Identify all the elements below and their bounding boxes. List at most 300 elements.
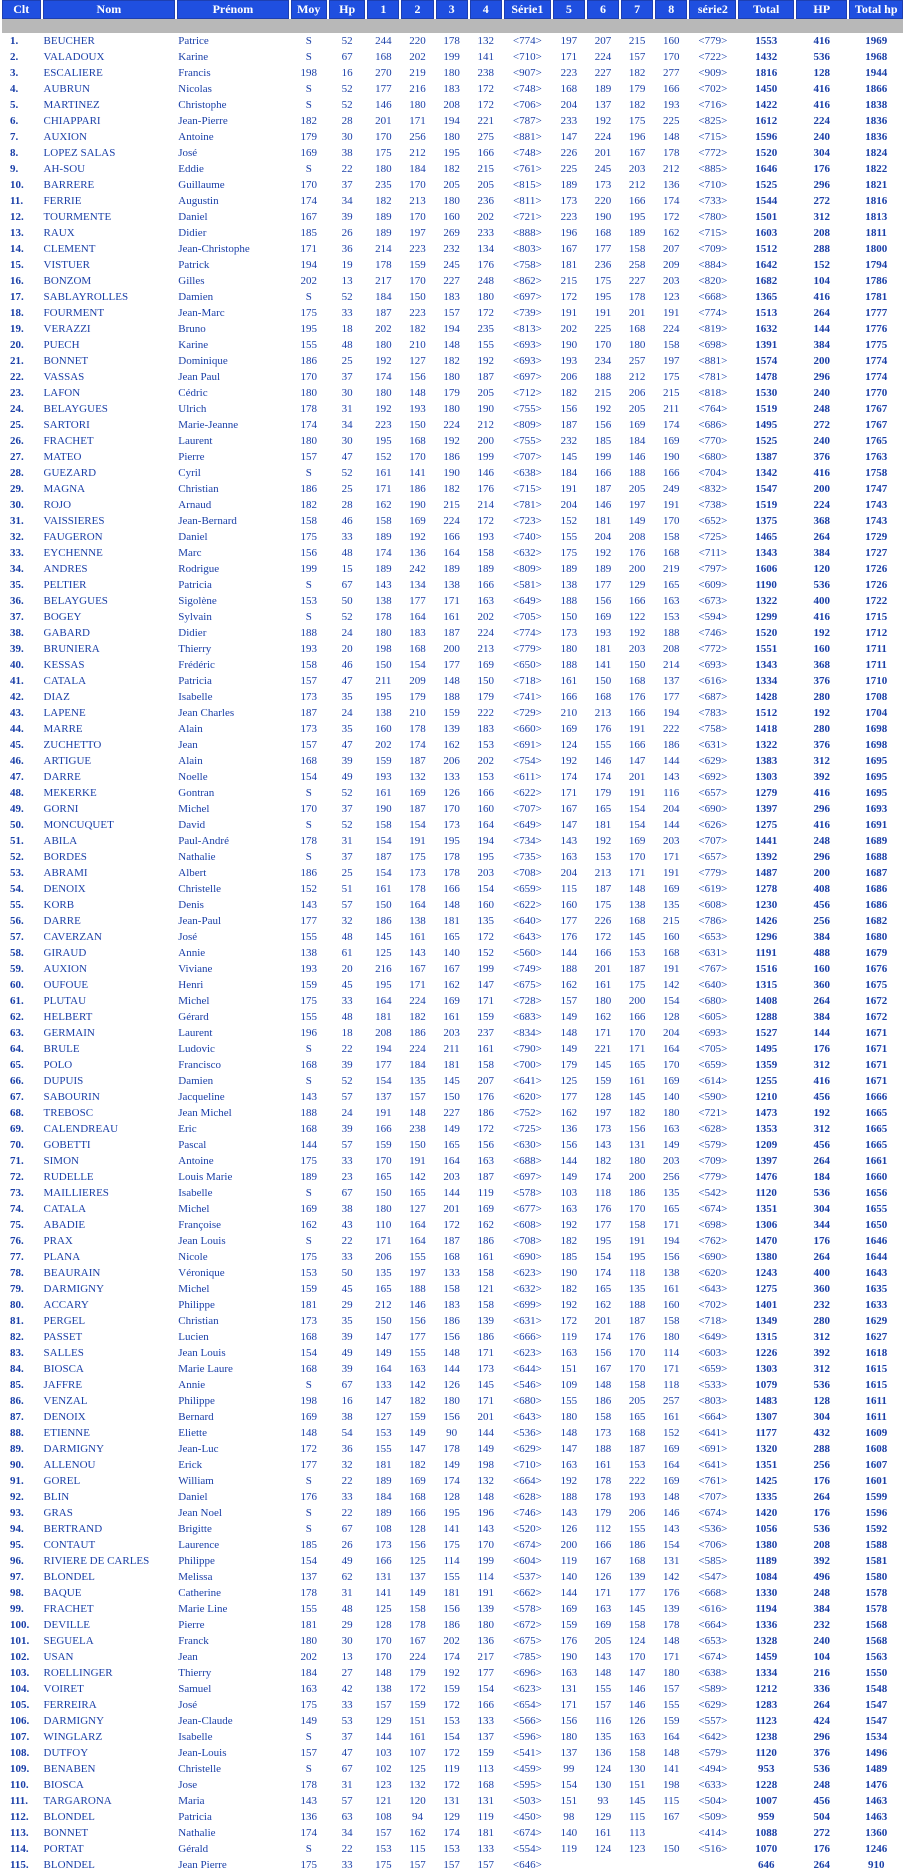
col-game-6-cell: 169: [594, 1619, 612, 1631]
col-game-4-cell: 119: [477, 1187, 494, 1199]
table-row: [2, 1009, 903, 1025]
col-game-7-cell: 215: [628, 35, 646, 47]
col-hp-cell: 256: [813, 915, 830, 927]
table-row: [2, 1393, 903, 1409]
col-game-4-cell: 172: [477, 1123, 494, 1135]
col-game-8-cell: 154: [663, 995, 680, 1007]
col-series-1-cell: <638>: [512, 467, 542, 479]
table-row: [2, 1185, 903, 1201]
col-series-2-cell: <722>: [698, 51, 728, 63]
col-game-7-cell: 180: [628, 1155, 646, 1167]
col-game-6-cell: 124: [594, 1843, 612, 1855]
col-game-8-cell: 257: [663, 1395, 680, 1407]
col-hp-cell: 424: [813, 1715, 830, 1727]
col-game-1-cell: 193: [375, 771, 392, 783]
col-game-8-cell: 174: [663, 419, 680, 431]
col-game-3-cell: 164: [443, 1155, 460, 1167]
col-game-5-cell: 167: [560, 803, 578, 815]
col-game-3-cell: 167: [443, 963, 460, 975]
col-game-5-cell: 131: [560, 1683, 578, 1695]
col-name-cell: ETIENNE: [43, 1427, 90, 1439]
col-game-6-cell: 135: [594, 1731, 612, 1743]
col-hp-cell: 176: [813, 1043, 830, 1055]
col-total-hp-cell: 1618: [865, 1347, 888, 1359]
col-game-5-cell: 171: [560, 51, 578, 63]
col-game-6-cell: 170: [594, 339, 612, 351]
col-avg-cell: 188: [300, 627, 317, 639]
col-rank-cell: 90.: [10, 1459, 24, 1471]
col-handicap-cell: 57: [341, 1795, 353, 1807]
col-game-2-cell: 147: [409, 1443, 426, 1455]
col-total-cell: 1212: [755, 1683, 778, 1695]
col-game-2-cell: 125: [409, 1555, 426, 1567]
col-firstname-cell: Eddie: [178, 163, 204, 175]
col-name-cell: DARMIGNY: [43, 1283, 105, 1295]
col-game-7-cell: 187: [628, 963, 646, 975]
col-game-5-cell: 225: [560, 163, 578, 175]
col-game-4-cell: 139: [477, 1315, 494, 1327]
col-series-1-cell: <715>: [512, 483, 542, 495]
col-rank-cell: 86.: [10, 1395, 24, 1407]
col-name-cell: FAUGERON: [43, 531, 103, 543]
col-game-7-cell: 168: [628, 915, 646, 927]
col-game-1-cell: 189: [375, 563, 392, 575]
col-game-3-cell: 160: [443, 211, 460, 223]
col-name-cell: BLONDEL: [43, 1571, 95, 1583]
col-rank-cell: 48.: [10, 787, 24, 799]
col-name-cell: GIRAUD: [43, 947, 87, 959]
col-game-4-cell: 215: [477, 163, 494, 175]
col-game-6-cell: 174: [594, 1267, 612, 1279]
col-series-1-cell: <632>: [512, 547, 542, 559]
col-handicap-cell: 37: [341, 179, 353, 191]
table-row: [2, 481, 903, 497]
col-game-5-cell: 215: [560, 275, 578, 287]
col-game-6-cell: 201: [594, 1315, 612, 1327]
col-total-hp-cell: 1547: [865, 1699, 888, 1711]
col-hp-cell: 288: [813, 1443, 830, 1455]
col-total-cell: 1228: [755, 1779, 778, 1791]
col-game-7-cell: 149: [628, 515, 646, 527]
col-game-5-cell: 143: [560, 835, 578, 847]
col-total-hp-cell: 1679: [865, 947, 888, 959]
col-rank-cell: 42.: [10, 691, 24, 703]
col-series-2-cell: <733>: [698, 195, 728, 207]
col-series-1-cell: <790>: [512, 1043, 542, 1055]
col-game-2-cell: 155: [409, 1347, 426, 1359]
col-game-5-cell: 163: [560, 851, 578, 863]
col-name-cell: BELAYGUES: [43, 595, 108, 607]
col-game-5-cell: 145: [560, 451, 578, 463]
col-hp-cell: 312: [813, 1123, 830, 1135]
col-rank-cell: 80.: [10, 1299, 24, 1311]
col-game-6-cell: 146: [594, 755, 612, 767]
col-game-2-cell: 219: [409, 67, 426, 79]
table-row: [2, 1537, 903, 1553]
col-handicap-cell: 67: [341, 1379, 353, 1391]
col-firstname-cell: Jean-Christophe: [178, 243, 250, 255]
col-series-1-cell: <748>: [512, 83, 542, 95]
table-row: [2, 1057, 903, 1073]
col-game-6-cell: 161: [594, 979, 612, 991]
col-total-hp-cell: 1568: [865, 1635, 888, 1647]
col-game-5-cell: 180: [560, 1411, 578, 1423]
col-game-2-cell: 120: [409, 1795, 426, 1807]
col-firstname-cell: Ulrich: [178, 403, 207, 415]
col-game-4-cell: 136: [477, 1635, 494, 1647]
col-game-2-cell: 168: [409, 435, 426, 447]
col-game-2-cell: 193: [409, 403, 426, 415]
col-game-4-cell: 190: [477, 403, 494, 415]
col-game-7-cell: 146: [628, 451, 646, 463]
col-game-7-cell: 154: [628, 819, 646, 831]
col-game-4-cell: 199: [477, 963, 494, 975]
col-series-1-cell: <675>: [512, 1635, 542, 1647]
col-total-cell: 1079: [755, 1379, 778, 1391]
col-game-2-cell: 173: [409, 867, 426, 879]
col-game-3-cell: 165: [443, 1139, 460, 1151]
col-game-4-cell: 186: [477, 1235, 494, 1247]
col-game-6-cell: 226: [594, 915, 612, 927]
col-game-7-cell: 168: [628, 675, 646, 687]
col-rank-cell: 115.: [10, 1859, 29, 1871]
col-series-1-cell: <811>: [513, 195, 542, 207]
col-total-hp-cell: 1671: [865, 1043, 888, 1055]
col-firstname-cell: Nicole: [178, 1251, 208, 1263]
col-game-3-cell: 133: [443, 1267, 460, 1279]
col-avg-cell: 144: [300, 1139, 317, 1151]
table-row: [2, 1377, 903, 1393]
col-game-6-cell: 166: [594, 1539, 612, 1551]
col-game-7-cell: 145: [628, 1795, 646, 1807]
col-game-1-cell: 170: [375, 1651, 392, 1663]
col-game-4-cell: 217: [477, 1651, 494, 1663]
col-total-cell: 1483: [755, 1395, 778, 1407]
col-total-hp-cell: 1599: [865, 1491, 888, 1503]
col-avg-cell: 181: [300, 1299, 317, 1311]
col-total-hp-cell: 1722: [865, 595, 888, 607]
col-firstname-cell: Francis: [178, 67, 211, 79]
col-total-hp-cell: 1774: [865, 355, 888, 367]
col-name-cell: CONTAUT: [43, 1539, 96, 1551]
col-avg-cell: 175: [300, 1859, 317, 1871]
col-avg-cell: S: [305, 851, 312, 863]
col-game-5-cell: 182: [560, 1235, 578, 1247]
col-game-5-cell: 182: [560, 387, 578, 399]
col-total-hp-cell: 1607: [865, 1459, 888, 1471]
col-avg-cell: 185: [300, 1539, 317, 1551]
col-name-cell: FERREIRA: [43, 1699, 97, 1711]
col-hp-cell: 240: [813, 387, 830, 399]
col-handicap-cell: 52: [341, 787, 353, 799]
col-game-2-cell: 142: [409, 1379, 426, 1391]
col-game-4-cell: 238: [477, 67, 494, 79]
col-avg-cell: 202: [300, 1651, 317, 1663]
col-game-7-cell: 166: [628, 707, 646, 719]
col-firstname-cell: Christelle: [178, 883, 222, 895]
col-game-5-cell: 223: [560, 211, 578, 223]
col-game-4-cell: 145: [477, 1379, 494, 1391]
col-game-6-cell: 204: [594, 531, 612, 543]
col-game-7-cell: 186: [628, 1187, 646, 1199]
col-game-6-cell: 174: [594, 1171, 612, 1183]
col-total-cell: 1422: [755, 99, 778, 111]
col-game-8-cell: 166: [663, 467, 680, 479]
col-game-3-cell: 200: [443, 643, 460, 655]
col-rank-cell: 8.: [10, 147, 19, 159]
col-hp-cell: 376: [813, 1747, 830, 1759]
col-rank-cell: 36.: [10, 595, 24, 607]
col-series-2-cell: <628>: [698, 1123, 728, 1135]
col-game-4-cell: 205: [477, 179, 494, 191]
col-game-7-cell: 166: [628, 195, 646, 207]
col-total-cell: 1408: [755, 995, 778, 1007]
col-avg-cell: 157: [300, 1747, 317, 1759]
col-game-5-cell: 109: [560, 1379, 578, 1391]
col-game-3-cell: 195: [443, 835, 460, 847]
col-series-2-cell: <707>: [698, 835, 728, 847]
table-row: [2, 977, 903, 993]
col-series-1-cell: <708>: [512, 1235, 542, 1247]
col-game-7-cell: 206: [628, 1507, 646, 1519]
col-game-8-cell: 159: [663, 1715, 680, 1727]
col-game-8-cell: 165: [663, 1203, 680, 1215]
col-series-1-cell: <881>: [512, 131, 542, 143]
col-game-1-cell: 189: [375, 211, 392, 223]
col-game-3-cell: 144: [443, 1363, 460, 1375]
col-name-cell: BELAYGUES: [43, 403, 108, 415]
col-game-3-cell: 180: [443, 67, 460, 79]
col-rank-cell: 29.: [10, 483, 24, 495]
col-rank-cell: 60.: [10, 979, 24, 991]
col-series-1-cell: <774>: [512, 627, 542, 639]
col-game-3-cell: 158: [443, 1283, 460, 1295]
col-total-cell: 1380: [755, 1251, 778, 1263]
col-firstname-cell: Louis Marie: [178, 1171, 233, 1183]
col-hp-cell: 248: [813, 1779, 830, 1791]
col-avg-cell: 175: [300, 1155, 317, 1167]
col-series-2-cell: <680>: [698, 995, 728, 1007]
col-series-1-cell: <611>: [513, 771, 542, 783]
col-game-1-cell: 180: [375, 627, 392, 639]
col-handicap-cell: 31: [341, 1587, 353, 1599]
col-handicap-cell: 34: [341, 419, 353, 431]
col-game-5-cell: 210: [560, 707, 578, 719]
col-game-7-cell: 208: [628, 531, 646, 543]
col-game-4-cell: 176: [477, 1091, 494, 1103]
col-hp-cell: 176: [813, 1843, 830, 1855]
col-series-2-cell: <657>: [698, 851, 728, 863]
col-series-2-cell: [689, 1857, 736, 1873]
col-firstname-header: Prénom: [177, 0, 288, 19]
col-game-5-cell: 190: [560, 339, 578, 351]
col-game-8-cell: 131: [663, 1555, 680, 1567]
col-name-cell: VOIRET: [43, 1683, 84, 1695]
col-game-4-cell: 166: [477, 1699, 494, 1711]
col-game-1-cell: 135: [375, 1267, 392, 1279]
col-game-8-cell: 148: [663, 1491, 680, 1503]
col-total-hp-cell: 1821: [865, 179, 888, 191]
col-game-7-cell: 182: [628, 67, 646, 79]
col-series-2-cell: <608>: [698, 899, 728, 911]
col-game-2-cell: 224: [409, 1043, 426, 1055]
col-hp-cell: 384: [813, 339, 830, 351]
col-hp-cell: 264: [813, 1251, 830, 1263]
col-firstname-cell: Nathalie: [178, 1827, 216, 1839]
col-game-1-cell: 235: [375, 179, 392, 191]
col-game-8-cell: 215: [663, 387, 680, 399]
table-row: [2, 1617, 903, 1633]
col-game-4-cell: 237: [477, 1027, 494, 1039]
col-game-2-cell: 209: [409, 675, 426, 687]
col-name-cell: RIVIERE DE CARLES: [43, 1555, 150, 1567]
col-game-7-cell: 200: [628, 995, 646, 1007]
col-total-cell: 1397: [755, 803, 778, 815]
col-avg-cell: 180: [300, 387, 317, 399]
col-firstname-cell: Jean-Marc: [178, 307, 225, 319]
table-row: [2, 401, 903, 417]
col-name-cell: VALADOUX: [43, 51, 105, 63]
col-total-hp-cell: 1633: [865, 1299, 888, 1311]
table-row: [2, 65, 903, 81]
table-row: [2, 1281, 903, 1297]
col-game-4-cell: 157: [477, 1859, 494, 1871]
col-game-3-cell: 203: [443, 1171, 460, 1183]
col-firstname-cell: Christelle: [178, 1763, 222, 1775]
col-game-4-cell: 176: [477, 259, 494, 271]
col-game-3-cell: 175: [443, 1539, 460, 1551]
col-game-7-cell: 153: [628, 1459, 646, 1471]
col-game-1-cell: 155: [375, 1443, 392, 1455]
col-game-5-cell: 171: [560, 787, 578, 799]
col-avg-cell: 175: [300, 531, 317, 543]
col-avg-cell: 178: [300, 835, 317, 847]
col-game-1-cell: 170: [375, 1155, 392, 1167]
col-game-3-cell: 166: [443, 883, 460, 895]
table-row: [2, 273, 903, 289]
col-handicap-cell: 27: [341, 1667, 353, 1679]
col-total-hp-cell: 1671: [865, 1075, 888, 1087]
col-game-8-cell: 155: [663, 1699, 680, 1711]
col-game-5-cell: 188: [560, 595, 578, 607]
col-total-cell: 1084: [755, 1571, 778, 1583]
col-game-2-cell: 170: [409, 179, 426, 191]
col-name-cell: TOURMENTE: [43, 211, 112, 223]
col-game-2-cell: 182: [409, 1011, 426, 1023]
col-game-7-cell: 166: [628, 739, 646, 751]
table-row: [2, 1361, 903, 1377]
col-game-4-cell: 233: [477, 227, 494, 239]
col-game-4-header: 4: [470, 0, 502, 19]
col-rank-cell: 35.: [10, 579, 24, 591]
col-game-5-cell: 168: [560, 83, 578, 95]
col-total-cell: 1426: [755, 915, 778, 927]
col-total-hp-cell: 1715: [865, 611, 888, 623]
col-series-2-cell: <668>: [698, 1587, 728, 1599]
col-game-1-cell: 190: [375, 803, 392, 815]
col-total-cell: 1380: [755, 1539, 778, 1551]
col-total-cell: 1315: [755, 1331, 778, 1343]
col-game-3-cell: 166: [443, 531, 460, 543]
col-handicap-cell: 37: [341, 851, 353, 863]
col-series-1-cell: <541>: [512, 1747, 542, 1759]
col-game-3-cell: 140: [443, 947, 460, 959]
col-hp-cell: 104: [813, 275, 830, 287]
col-series-2-cell: <825>: [698, 115, 728, 127]
col-game-3-cell: 192: [443, 435, 460, 447]
col-hp-cell: 368: [813, 659, 830, 671]
col-series-2-cell: <619>: [698, 883, 728, 895]
col-total-cell: 1296: [755, 931, 778, 943]
col-series-2-cell: <738>: [698, 499, 728, 511]
col-avg-cell: 169: [300, 1411, 317, 1423]
col-game-3-cell: 194: [443, 115, 460, 127]
col-game-6-cell: 224: [594, 131, 612, 143]
col-hp-cell: 304: [813, 1411, 830, 1423]
col-game-8-cell: 277: [663, 67, 680, 79]
col-handicap-cell: 46: [341, 659, 353, 671]
col-firstname-cell: Pascal: [178, 1139, 207, 1151]
col-name-cell: PLANA: [43, 1251, 81, 1263]
col-game-4-cell: 235: [477, 323, 494, 335]
col-series-2-cell: <659>: [698, 1363, 728, 1375]
col-game-4-cell: 114: [477, 1571, 494, 1583]
col-game-4-cell: 187: [477, 371, 494, 383]
col-game-5-cell: 163: [560, 1203, 578, 1215]
col-game-3-cell: 186: [443, 1315, 460, 1327]
col-name-cell: BEAURAIN: [43, 1267, 101, 1279]
col-game-8-cell: 149: [663, 1139, 680, 1151]
col-rank-cell: 112.: [10, 1811, 29, 1823]
col-handicap-cell: 33: [341, 1859, 353, 1871]
col-series-2-cell: <781>: [698, 371, 728, 383]
col-game-3-cell: 208: [443, 99, 460, 111]
col-game-1-cell: 141: [375, 1587, 392, 1599]
col-handicap-cell: 53: [341, 1715, 353, 1727]
col-rank-cell: 65.: [10, 1059, 24, 1071]
col-total-cell: 1120: [755, 1747, 777, 1759]
col-hp-cell: 304: [813, 147, 830, 159]
col-series-2-cell: <832>: [698, 483, 728, 495]
col-series-1-cell: <554>: [512, 1843, 542, 1855]
col-game-5-cell: 154: [560, 1779, 578, 1791]
col-handicap-cell: 24: [341, 627, 353, 639]
col-game-7-cell: 129: [628, 579, 646, 591]
table-row: [2, 145, 903, 161]
col-rank-cell: 109.: [10, 1763, 30, 1775]
col-game-7-cell: 148: [628, 883, 646, 895]
col-game-7-cell: 175: [628, 979, 646, 991]
col-rank-cell: 41.: [10, 675, 24, 687]
col-game-2-cell: 191: [409, 835, 426, 847]
col-game-8-cell: 180: [663, 1667, 680, 1679]
table-row: [2, 961, 903, 977]
col-firstname-cell: Damien: [178, 291, 214, 303]
col-hp-cell: 224: [813, 499, 830, 511]
col-handicap-cell: 22: [341, 1843, 353, 1855]
col-game-3-cell: 180: [443, 371, 460, 383]
col-game-8-cell: 197: [663, 355, 680, 367]
table-row: [2, 865, 903, 881]
col-firstname-cell: Isabelle: [178, 691, 213, 703]
col-firstname-cell: Michel: [178, 995, 210, 1007]
col-game-4-cell: 203: [477, 867, 494, 879]
table-row: [2, 1297, 903, 1313]
col-hp-cell: 416: [813, 467, 830, 479]
col-game-4-cell: 199: [477, 451, 494, 463]
col-rank-cell: 32.: [10, 531, 24, 543]
col-game-8-cell: 178: [663, 147, 680, 159]
